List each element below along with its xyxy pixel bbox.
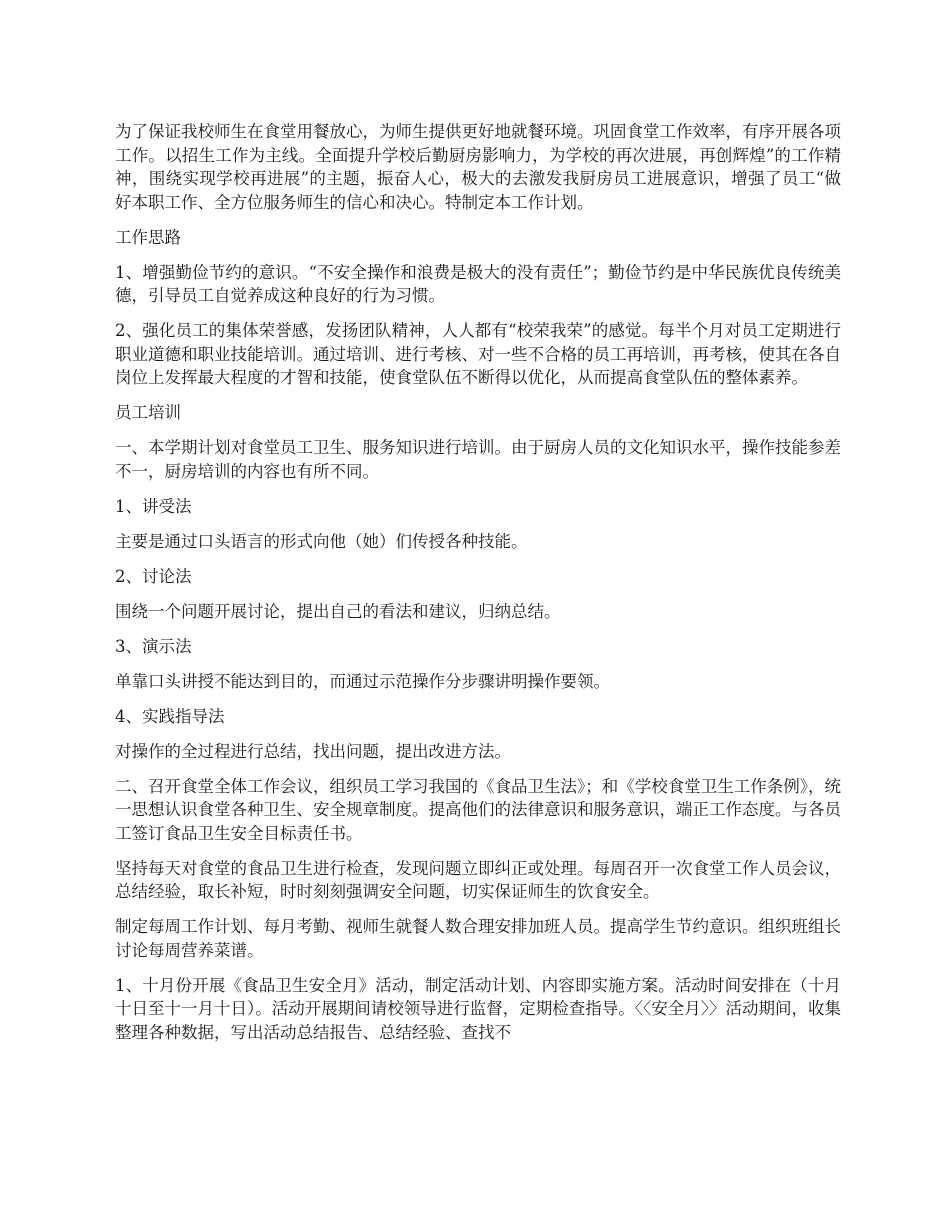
paragraph-staff-meeting: 二、召开食堂全体工作会议，组织员工学习我国的《食品卫生法》；和《学校食堂卫生工作条例》，统一思想认识食堂各种卫生、安全规章制度。提高他们的法律意识和服务意识，端正工作态度。与各员工签订食品卫生安全目标责任书。: [115, 776, 841, 843]
section-heading-work-ideas: 工作思路: [115, 227, 181, 247]
method-text-practice: 对操作的全过程进行总结，找出问题，提出改进方法。: [115, 741, 511, 761]
method-heading-practice: 4、实践指导法: [115, 706, 225, 726]
method-text-demonstration: 单靠口头讲授不能达到目的，而通过示范操作分步骤讲明操作要领。: [115, 671, 610, 691]
method-heading-lecture: 1、讲受法: [115, 496, 192, 516]
paragraph-weekly-plan: 制定每周工作计划、每月考勤、视师生就餐人数合理安排加班人员。提高学生节约意识。组织班组长讨论每周营养菜谱。: [115, 917, 841, 960]
document-body: [115, 120, 841, 1056]
method-text-discussion: 围绕一个问题开展讨论，提出自己的看法和建议，归纳总结。: [115, 601, 561, 621]
paragraph-safety-month: 1、十月份开展《食品卫生安全月》活动，制定活动计划、内容即实施方案。活动时间安排在（十月十日至十一月十日）。活动开展期间请校领导进行监督，定期检查指导。〈〈安全月〉〉活动期间，收集整理各种数据，写出活动总结报告、总结经验、查找不: [115, 975, 841, 1042]
section-heading-staff-training: 员工培训: [115, 403, 181, 422]
method-heading-discussion: 2、讨论法: [115, 566, 192, 586]
paragraph-daily-inspection: 坚持每天对食堂的食品卫生进行检查，发现问题立即纠正或处理。每周召开一次食堂工作人员会议，总结经验，取长补短，时时刻刻强调安全问题，切实保证师生的饮食安全。: [115, 858, 841, 901]
method-heading-demonstration: 3、演示法: [115, 636, 192, 656]
paragraph-thrift-awareness: 1、增强勤俭节约的意识。“不安全操作和浪费是极大的没有责任”；勤俭节约是中华民族优良传统美德，引导员工自觉养成这种良好的行为习惯。: [115, 262, 841, 305]
paragraph-team-honor: 2、强化员工的集体荣誉感，发扬团队精神，人人都有“校荣我荣”的感觉。每半个月对员工定期进行职业道德和职业技能培训。通过培训、进行考核、对一些不合格的员工再培训，再考核，使其在各自岗位上发挥最大程度的才智和技能，使食堂队伍不断得以优化，从而提高食堂队伍的整体素养。: [115, 321, 841, 387]
paragraph-training-plan: 一、本学期计划对食堂员工卫生、服务知识进行培训。由于厨房人员的文化知识水平，操作技能参差不一，厨房培训的内容也有所不同。: [115, 438, 841, 481]
intro-paragraph: 为了保证我校师生在食堂用餐放心，为师生提供更好地就餐环境。巩固食堂工作效率，有序开展各项工作。以招生工作为主线。全面提升学校后勤厨房影响力，为学校的再次进展，再创辉煌”的工作精神，围绕实现学校再进展”的主题，振奋人心，极大的去激发我厨房员工进展意识，增强了员工“做好本职工作、全方位服务师生的信心和决心。特制定本工作计划。: [115, 122, 841, 212]
method-text-lecture: 主要是通过口头语言的形式向他（她）们传授各种技能。: [115, 531, 528, 551]
